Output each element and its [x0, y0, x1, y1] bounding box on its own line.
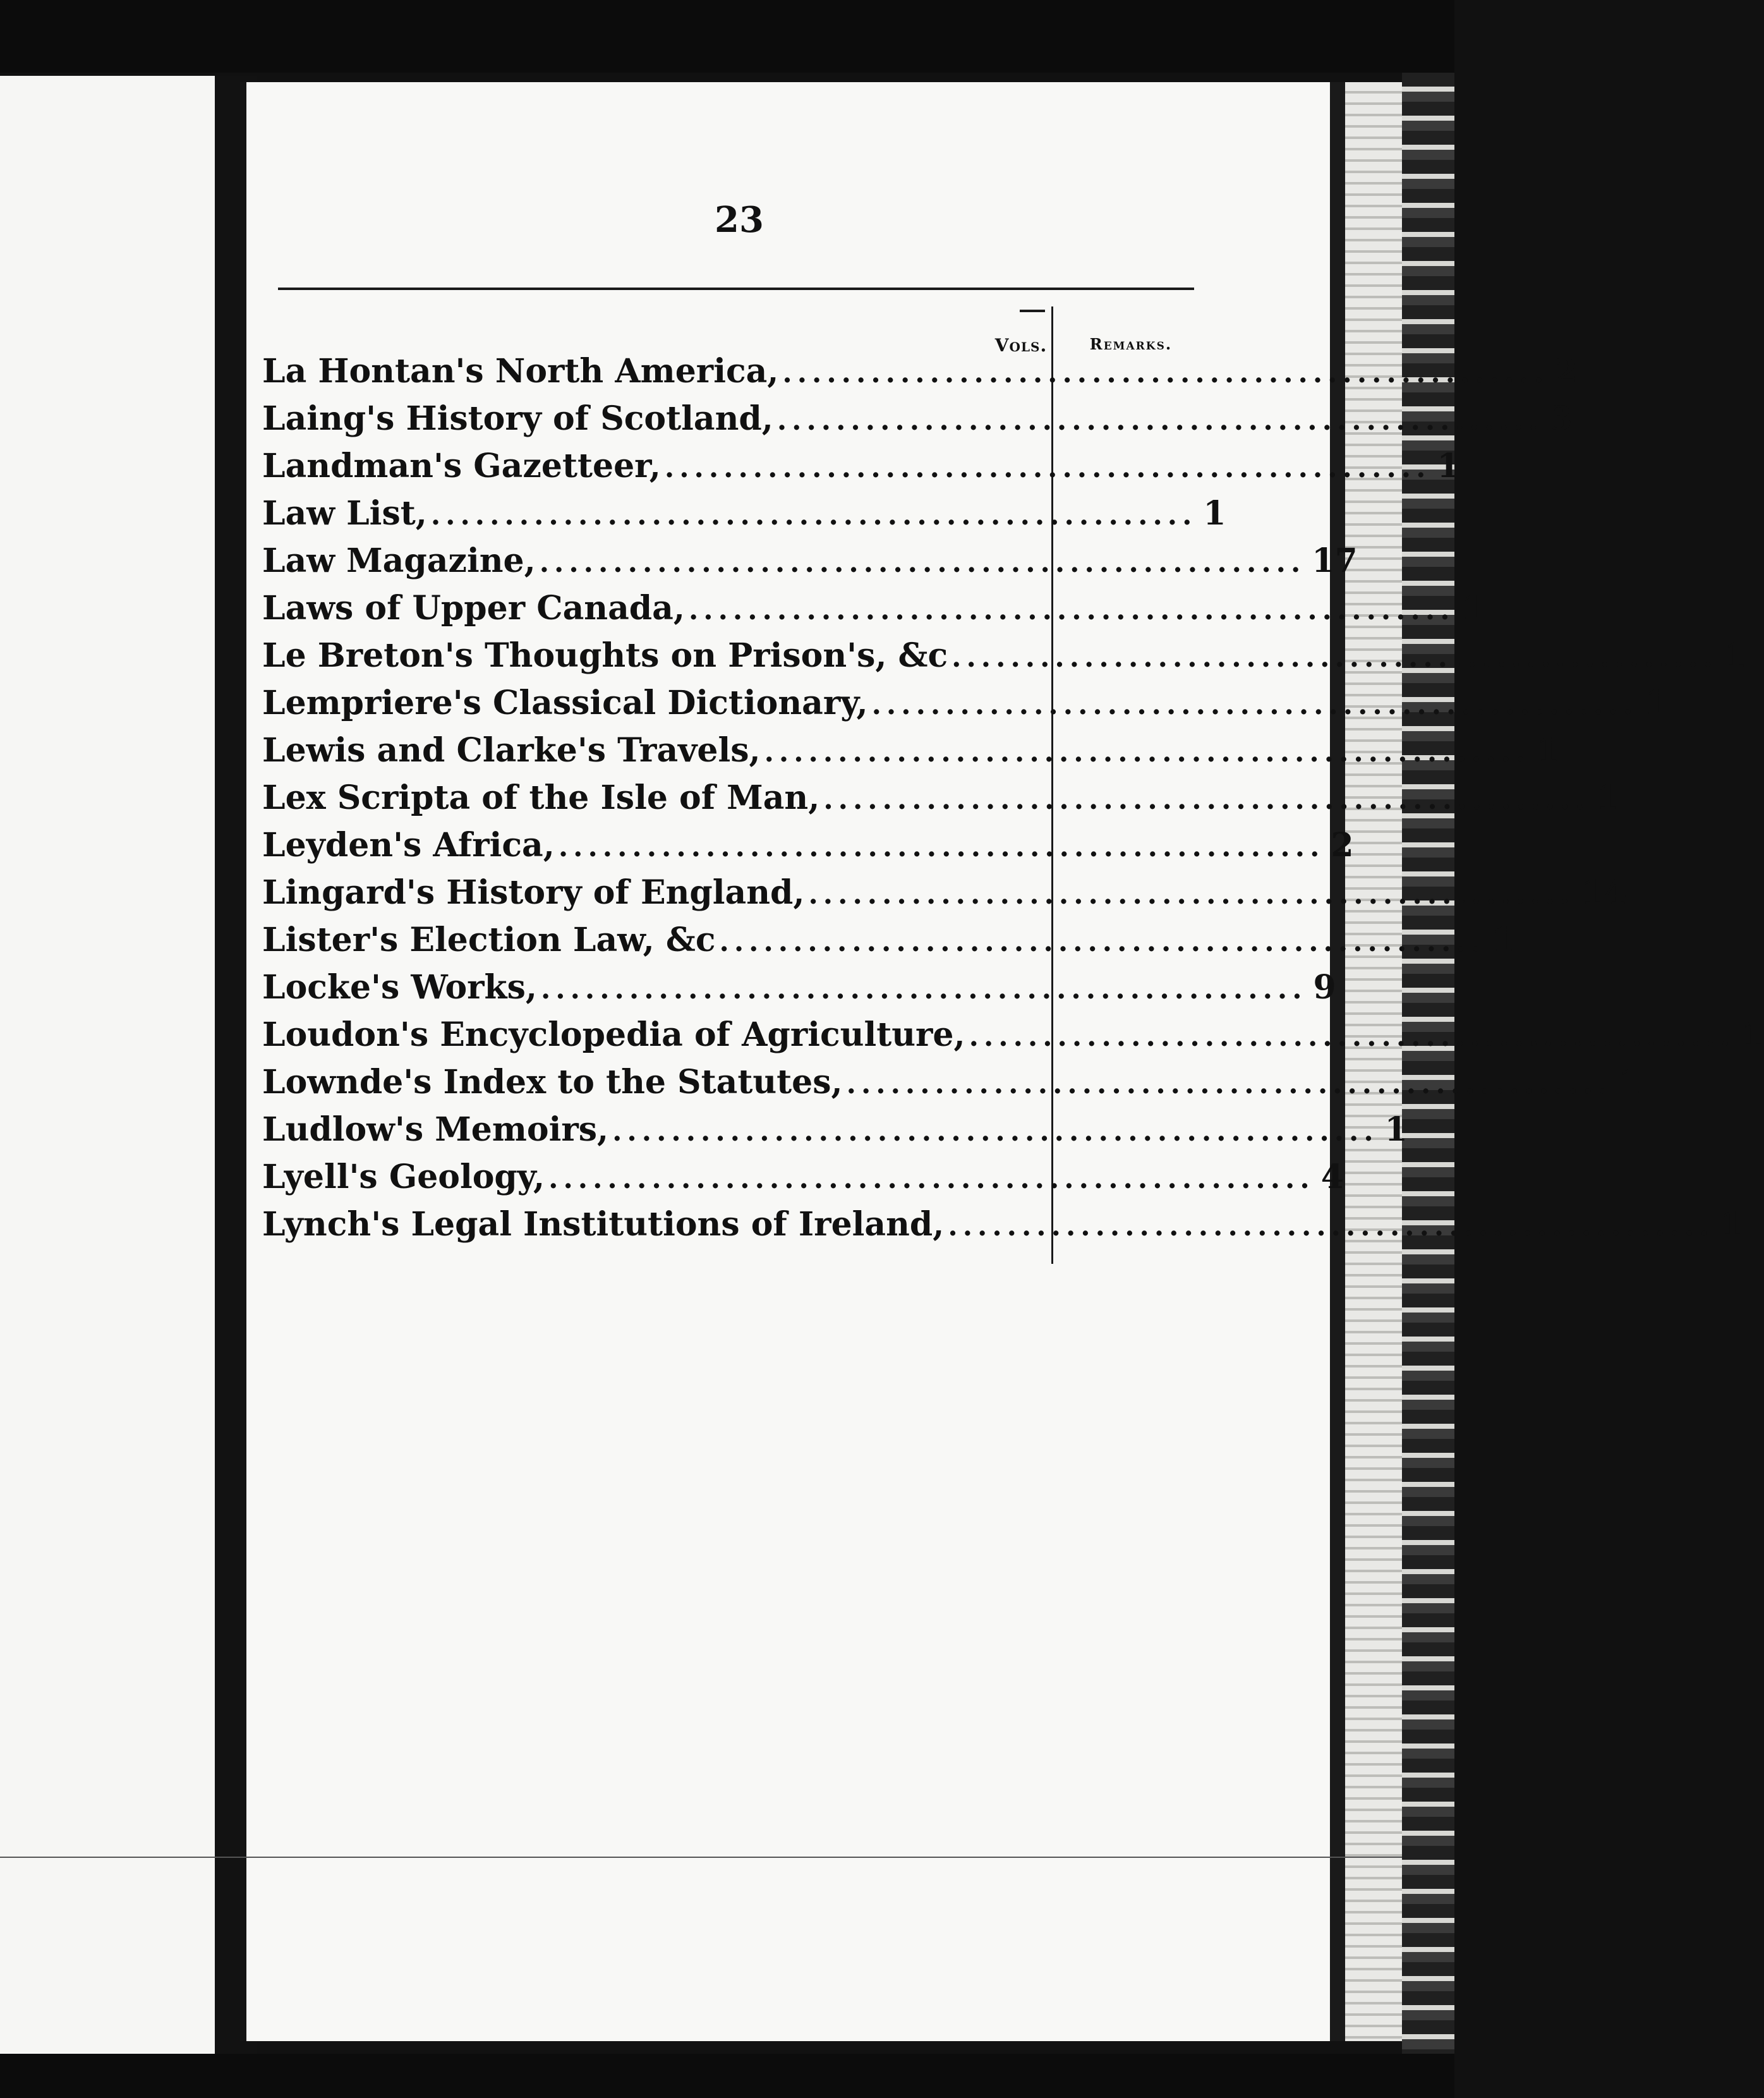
dot-leader: ....................................................	[612, 1115, 1379, 1148]
vols-column-header: Vols.	[994, 335, 1048, 356]
dot-leader: ....................................................	[808, 878, 1575, 911]
entry-title: Le Breton's Thoughts on Prison's, &c	[262, 636, 948, 675]
dot-leader: ....................................................	[782, 357, 1549, 389]
vols-header-mark	[1020, 310, 1045, 312]
scan-artifact-line	[0, 1857, 1402, 1858]
catalogue-entry	[262, 774, 1619, 822]
entry-title: Laing's History of Scotland,	[262, 399, 773, 438]
entry-volume-count: 1	[1492, 921, 1515, 959]
entry-volume-count: 1	[1724, 636, 1747, 675]
entry-title: Law Magazine,	[262, 542, 536, 580]
entry-volume-count: 1	[1203, 494, 1226, 533]
dot-leader: ....................................................	[776, 404, 1544, 437]
dot-leader: ....................................................	[846, 1068, 1613, 1100]
catalogue-entry	[262, 632, 1747, 679]
entry-title: Lyell's Geology,	[262, 1158, 545, 1196]
entry-volume-count: 1	[1461, 589, 1484, 628]
catalogue-entry	[262, 1106, 1408, 1153]
entry-volume-count: 1	[1595, 779, 1619, 817]
catalogue-entry	[262, 1011, 1764, 1058]
entry-title: Lynch's Legal Institutions of Ireland,	[262, 1205, 945, 1244]
facing-page	[0, 76, 215, 2054]
dot-leader: ....................................................	[539, 547, 1306, 579]
catalogue-entry	[262, 585, 1484, 632]
entry-volume-count: 1	[1437, 447, 1460, 485]
entry-volume-count: 2	[1554, 352, 1578, 391]
header-rule	[278, 288, 1194, 290]
entry-volume-count: 17	[1312, 542, 1358, 580]
dot-leader: ....................................................	[688, 594, 1455, 626]
dot-leader: ....................................................	[558, 831, 1325, 863]
dot-leader: ....................................................	[540, 973, 1307, 1005]
catalogue-entry	[262, 964, 1336, 1011]
entry-title: Locke's Works,	[262, 968, 537, 1007]
catalogue-entry	[262, 869, 1627, 916]
catalogue-entry	[262, 395, 1573, 442]
dot-leader: ....................................................	[823, 784, 1590, 816]
entry-volume-count: 9	[1313, 968, 1336, 1007]
catalogue-entry	[262, 727, 1560, 774]
catalogue-entry	[262, 822, 1354, 869]
entry-title: Laws of Upper Canada,	[262, 589, 685, 628]
entry-title: Lewis and Clarke's Travels,	[262, 731, 761, 770]
entry-volume-count: 2	[1331, 826, 1354, 864]
entry-title: Lingard's History of England,	[262, 873, 805, 912]
page-number: 23	[715, 199, 764, 241]
entry-title: Leyden's Africa,	[262, 826, 555, 864]
entry-title: Lex Scripta of the Isle of Man,	[262, 779, 820, 817]
entry-title: La Hontan's North America,	[262, 352, 779, 391]
entry-volume-count: 1	[1741, 1016, 1764, 1054]
dot-leader: ....................................................	[969, 1021, 1736, 1053]
dot-leader: ....................................................	[430, 499, 1197, 531]
dot-leader: ....................................................	[951, 641, 1718, 674]
entry-title: Loudon's Encyclopedia of Agriculture,	[262, 1016, 965, 1054]
entry-volume-count: 4	[1320, 1158, 1344, 1196]
dot-leader: ....................................................	[948, 1210, 1714, 1242]
scan-bottom-margin	[0, 2054, 1454, 2098]
entry-title: Law List,	[262, 494, 427, 533]
catalogue-entry	[262, 490, 1226, 537]
entry-title: Lister's Election Law, &c	[262, 921, 716, 959]
entry-title: Lempriere's Classical Dictionary,	[262, 684, 868, 722]
dot-leader: ....................................................	[719, 926, 1486, 958]
entry-volume-count: 1	[1644, 684, 1667, 722]
entry-volume-count: 1	[1384, 1110, 1408, 1149]
dot-leader: ....................................................	[664, 452, 1431, 484]
catalogue-entry	[262, 1201, 1744, 1248]
catalogue-entry	[262, 348, 1578, 395]
entry-volume-count: 1	[1720, 1205, 1744, 1244]
dot-leader: ....................................................	[871, 689, 1638, 721]
entry-title: Ludlow's Memoirs,	[262, 1110, 609, 1149]
entry-volume-count: 1	[1537, 731, 1560, 770]
entry-volume-count: 14	[1581, 873, 1627, 912]
catalogue-entry	[262, 916, 1515, 964]
entry-volume-count: 1	[1619, 1063, 1642, 1101]
dot-leader: ....................................................	[548, 1163, 1315, 1195]
entry-title: Landman's Gazetteer,	[262, 447, 661, 485]
catalogue-entry	[262, 679, 1667, 727]
entry-title: Lownde's Index to the Statutes,	[262, 1063, 843, 1101]
catalogue-entry	[262, 1153, 1344, 1201]
remarks-column-header: Remarks.	[1089, 335, 1173, 353]
catalogue-entry	[262, 1058, 1642, 1106]
catalogue-entry	[262, 442, 1460, 490]
scan-top-margin	[0, 0, 1454, 73]
catalogue-entry	[262, 537, 1358, 585]
entry-volume-count: 3	[1549, 399, 1573, 438]
catalogue-entries	[262, 348, 1764, 1248]
dot-leader: ....................................................	[764, 736, 1531, 768]
